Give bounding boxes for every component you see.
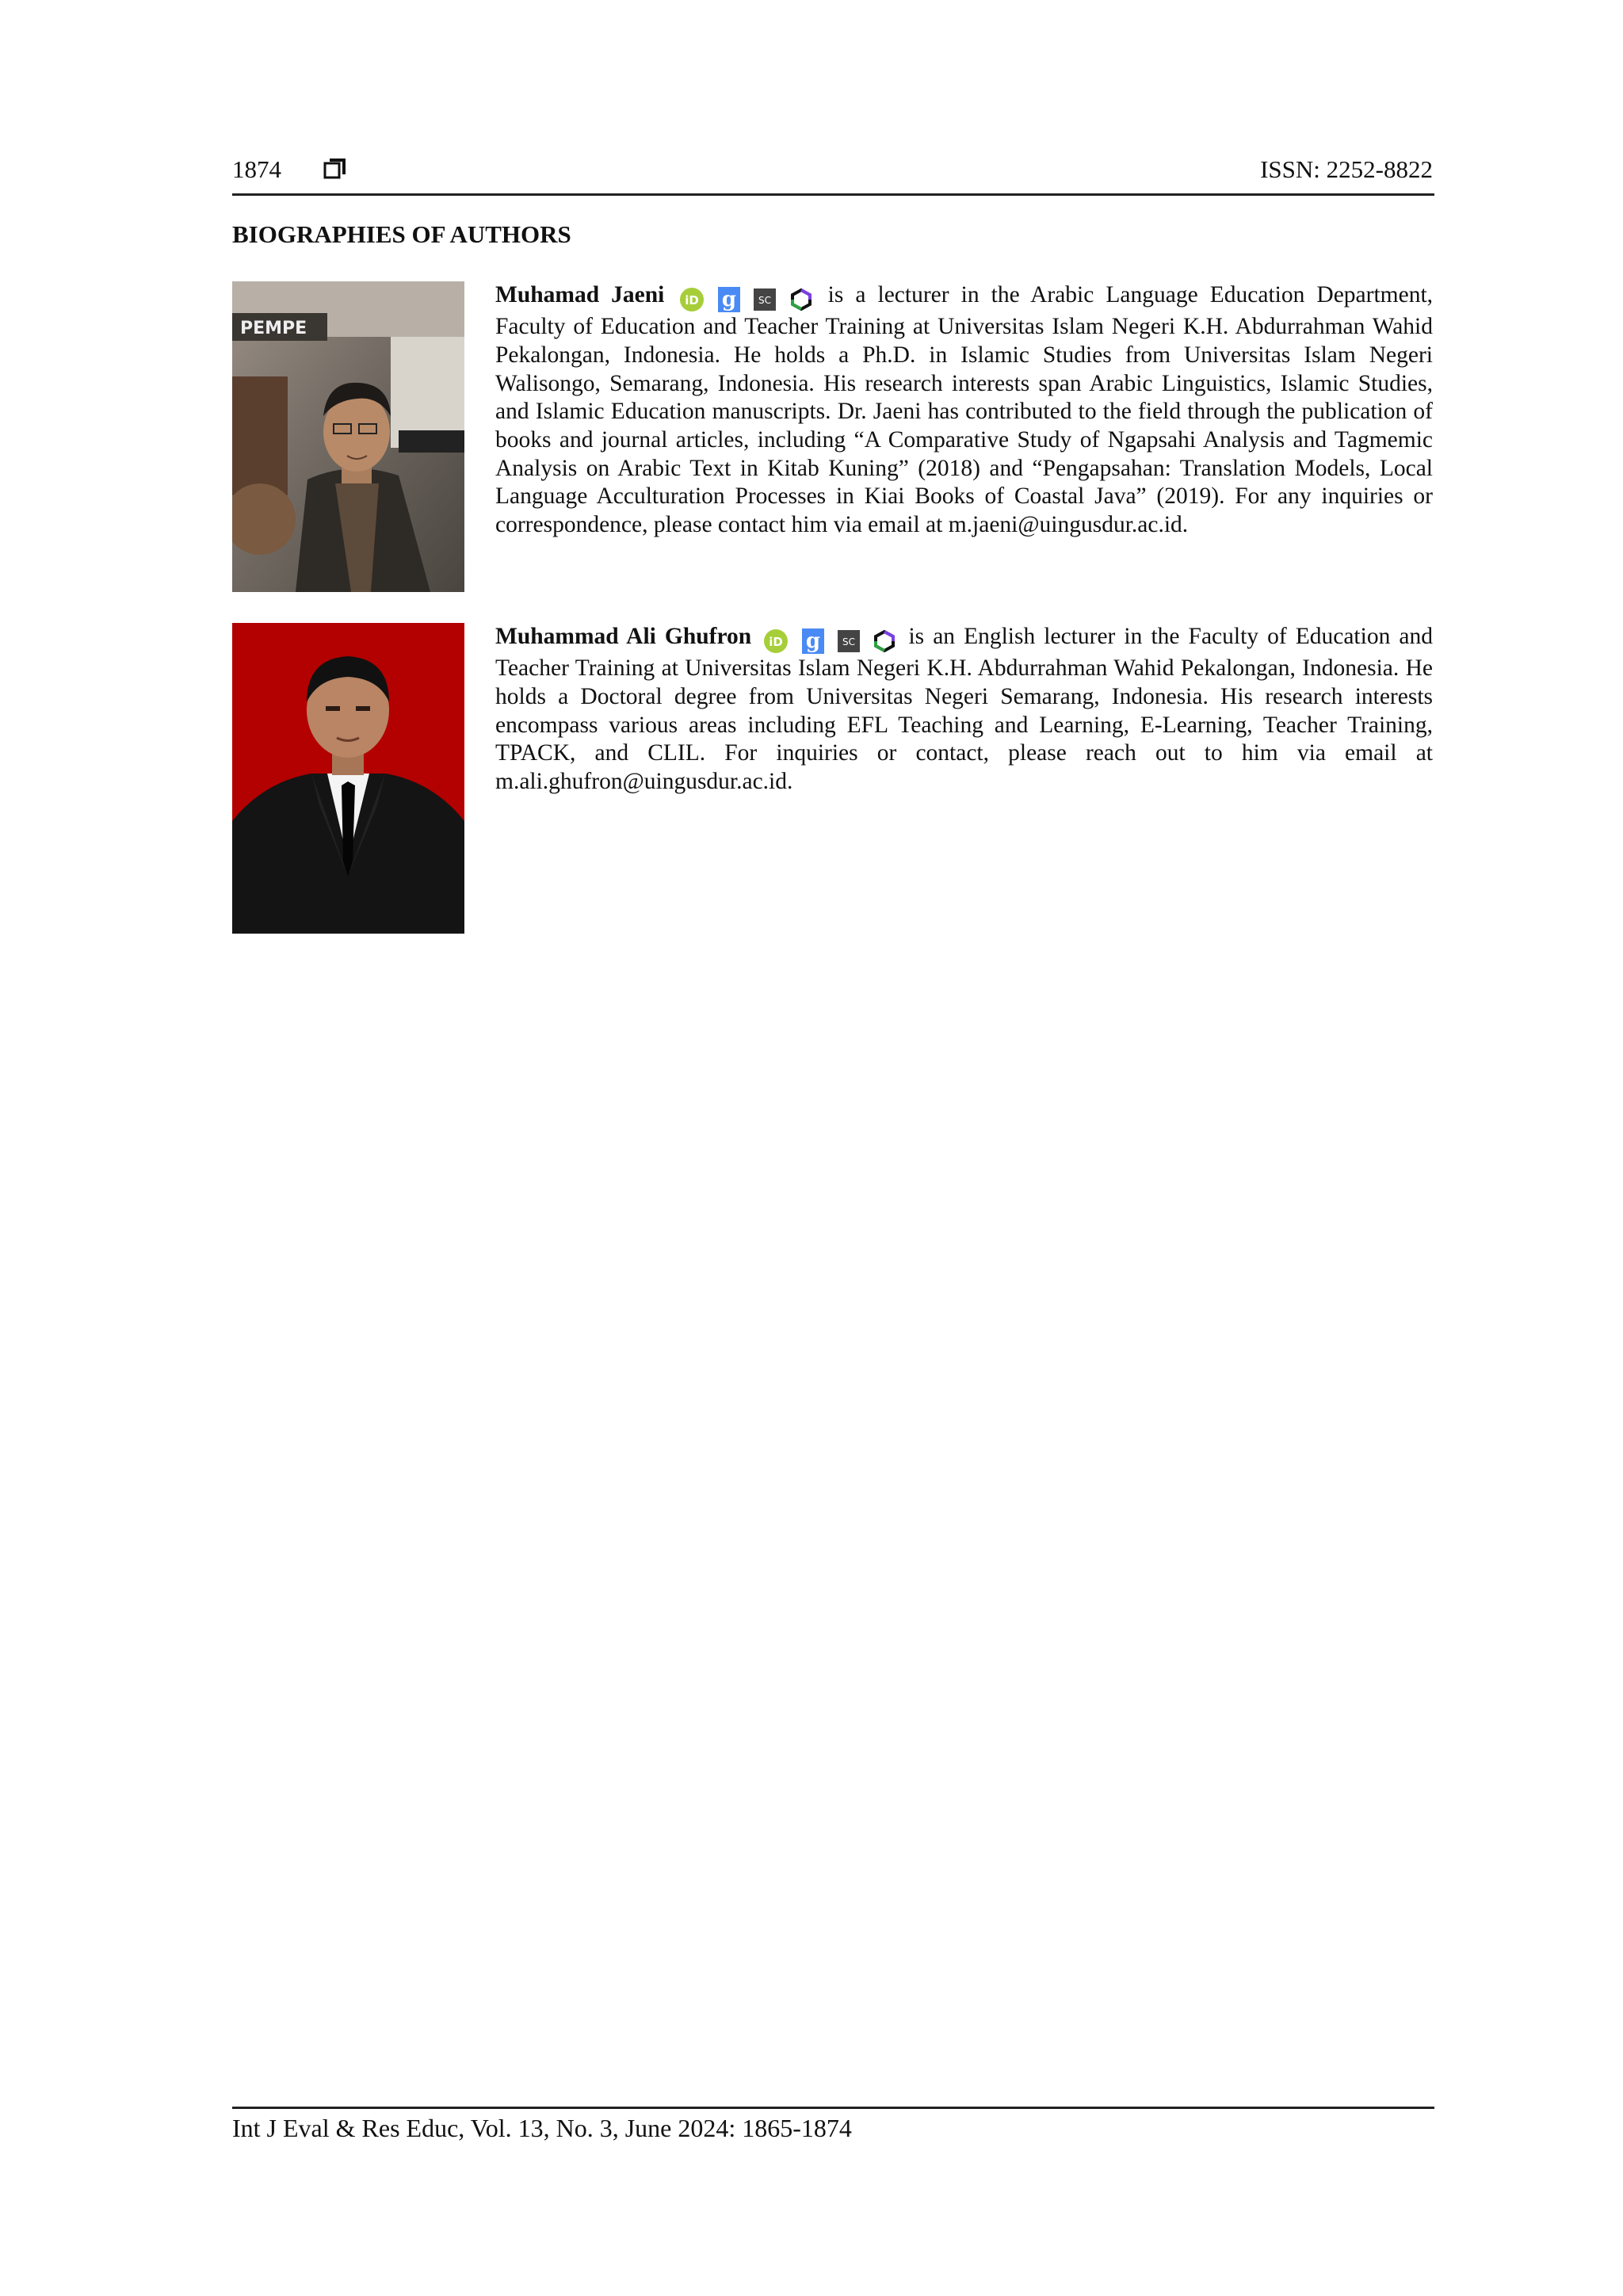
svg-text:SC: SC [758, 295, 772, 307]
running-header [232, 155, 1434, 196]
svg-text:g: g [805, 629, 820, 654]
issn-label: ISSN: 2252-8822 [1260, 155, 1433, 183]
running-footer [232, 2107, 1434, 2143]
google-scholar-icon[interactable] [801, 628, 825, 655]
author-photo [232, 623, 464, 934]
svg-text:PEMPE: PEMPE [240, 319, 307, 338]
author-photo [232, 281, 464, 592]
square-bullet-icon [323, 159, 346, 181]
svg-text:iD: iD [769, 635, 784, 650]
bio-body: is an English lecturer in the Faculty of Education and Teacher Training at Universitas Islam Negeri K.H. Abdurrahman Wahid Pekalongan, Indonesia. He holds a Doctoral degree from Universitas Negeri Semarang, Indonesia. His research interests encompass various areas including EFL Teaching and Learning, E-Learning, Teacher Training, TPACK, and CLIL. For inquiries or contact, please reach out to him via email at m.ali.ghufron@uingusdur.ac.id. [495, 624, 1433, 795]
author-bio-block [232, 281, 1434, 592]
author-name: Muhamad Jaeni [495, 282, 665, 308]
author-name: Muhammad Ali Ghufron [495, 624, 752, 649]
svg-text:g: g [721, 288, 736, 312]
bio-body: is a lecturer in the Arabic Language Education Department, Faculty of Education and Teacher Training at Universitas Islam Negeri K.H. Abdurrahman Wahid Pekalongan, Indonesia. He holds a Ph.D. in Islamic Studies from Universitas Islam Negeri Walisongo, Semarang, Indonesia. His research interests span Arabic Linguistics, Islamic Studies, and Islamic Education manuscripts. Dr. Jaeni has contributed to the field through the publication of books and journal articles, including “A Comparative Study of Ngapsahi Analysis and Tagmemic Analysis on Arabic Text in Kitab Kuning” (2018) and “Pengapsahan: Translation Models, Local Language Acculturation Processes in Kiai Books of Coastal Java” (2019). For any inquiries or correspondence, please contact him via email at m.jaeni@uingusdur.ac.id. [495, 282, 1434, 538]
web-of-science-icon[interactable] [873, 629, 896, 653]
profile-icons [763, 626, 896, 655]
page-number: 1874 [232, 155, 281, 183]
journal-citation: Int J Eval & Res Educ, Vol. 13, No. 3, June 2024: 1865-1874 [232, 2114, 852, 2142]
web-of-science-icon[interactable] [789, 288, 813, 311]
google-scholar-icon[interactable] [717, 286, 741, 313]
section-title: BIOGRAPHIES OF AUTHORS [232, 220, 571, 248]
orcid-icon[interactable] [763, 628, 789, 654]
svg-text:iD: iD [685, 293, 700, 308]
svg-text:SC: SC [842, 636, 856, 648]
orcid-icon[interactable] [679, 287, 705, 312]
scopus-icon[interactable] [753, 288, 777, 311]
author-bio-block [232, 623, 1434, 934]
author-bio-text [495, 281, 1433, 540]
profile-icons [679, 285, 812, 313]
author-bio-text [495, 623, 1433, 797]
scopus-icon[interactable] [837, 629, 861, 653]
